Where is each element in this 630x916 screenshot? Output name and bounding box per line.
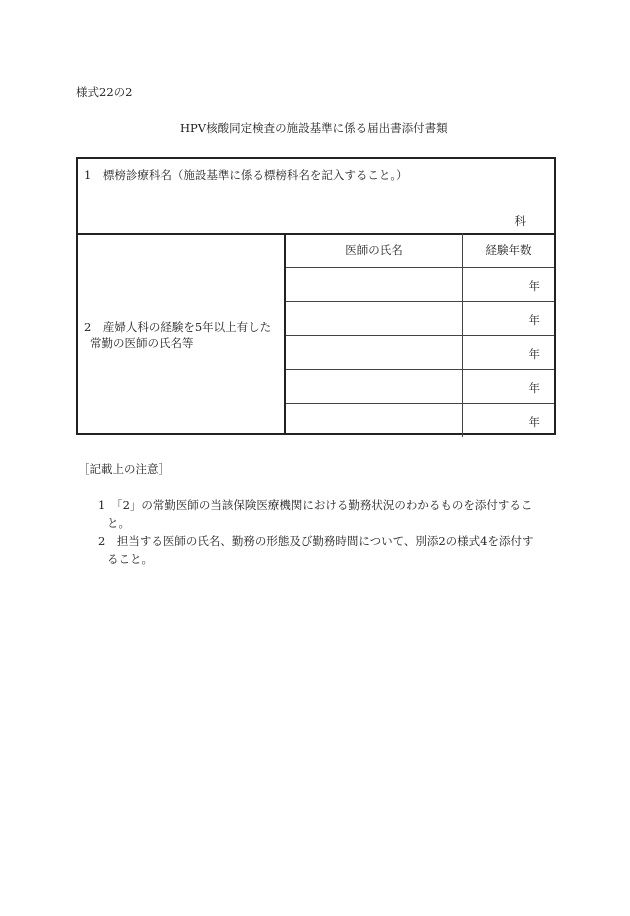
doctor-name-cell[interactable] (286, 335, 463, 369)
years-unit: 年 (528, 279, 540, 293)
form-table (76, 157, 556, 435)
doctor-name-cell[interactable] (286, 403, 463, 437)
years-cell[interactable] (463, 335, 554, 369)
notes-heading: ［記載上の注意］ (78, 462, 170, 476)
section1-row (78, 159, 554, 235)
section2-label-cell (78, 233, 286, 433)
note-2-line1: 2 担当する医師の氏名、勤務の形態及び勤務時間について、別添2の様式4を添付す (98, 534, 534, 548)
section1-label: 1 標榜診療科名（施設基準に係る標榜科名を記入すること。） (84, 168, 408, 182)
years-unit: 年 (528, 313, 540, 327)
years-unit: 年 (528, 381, 540, 395)
note-2-line2: ること。 (107, 552, 153, 566)
note-1-line2: と。 (107, 516, 130, 530)
years-unit: 年 (528, 415, 540, 429)
table-row (286, 403, 554, 437)
years-cell[interactable] (463, 403, 554, 437)
header-doctor-name: 医師の氏名 (345, 243, 403, 257)
table-row (286, 335, 554, 370)
years-cell[interactable] (463, 267, 554, 301)
note-1-line1: 1 「2」の常勤医師の当該保険医療機関における勤務状況のわかるものを添付するこ (98, 498, 533, 512)
table-row (286, 267, 554, 302)
doctor-grid (286, 233, 554, 433)
document-title: HPV核酸同定検査の施設基準に係る届出書添付書類 (180, 121, 448, 135)
section2-label-line2: 常勤の医師の氏名等 (90, 336, 194, 350)
table-row (286, 301, 554, 336)
doctor-name-cell[interactable] (286, 267, 463, 301)
table-row (286, 369, 554, 404)
header-years: 経験年数 (485, 243, 532, 257)
doctor-name-cell[interactable] (286, 369, 463, 403)
years-cell[interactable] (463, 301, 554, 335)
years-unit: 年 (528, 347, 540, 361)
section1-unit: 科 (514, 214, 526, 228)
form-number: 様式22の2 (76, 85, 133, 99)
section2-label-line1: 2 産婦人科の経験を5年以上有した (84, 320, 272, 334)
years-cell[interactable] (463, 369, 554, 403)
grid-header (286, 233, 554, 268)
doctor-name-cell[interactable] (286, 301, 463, 335)
